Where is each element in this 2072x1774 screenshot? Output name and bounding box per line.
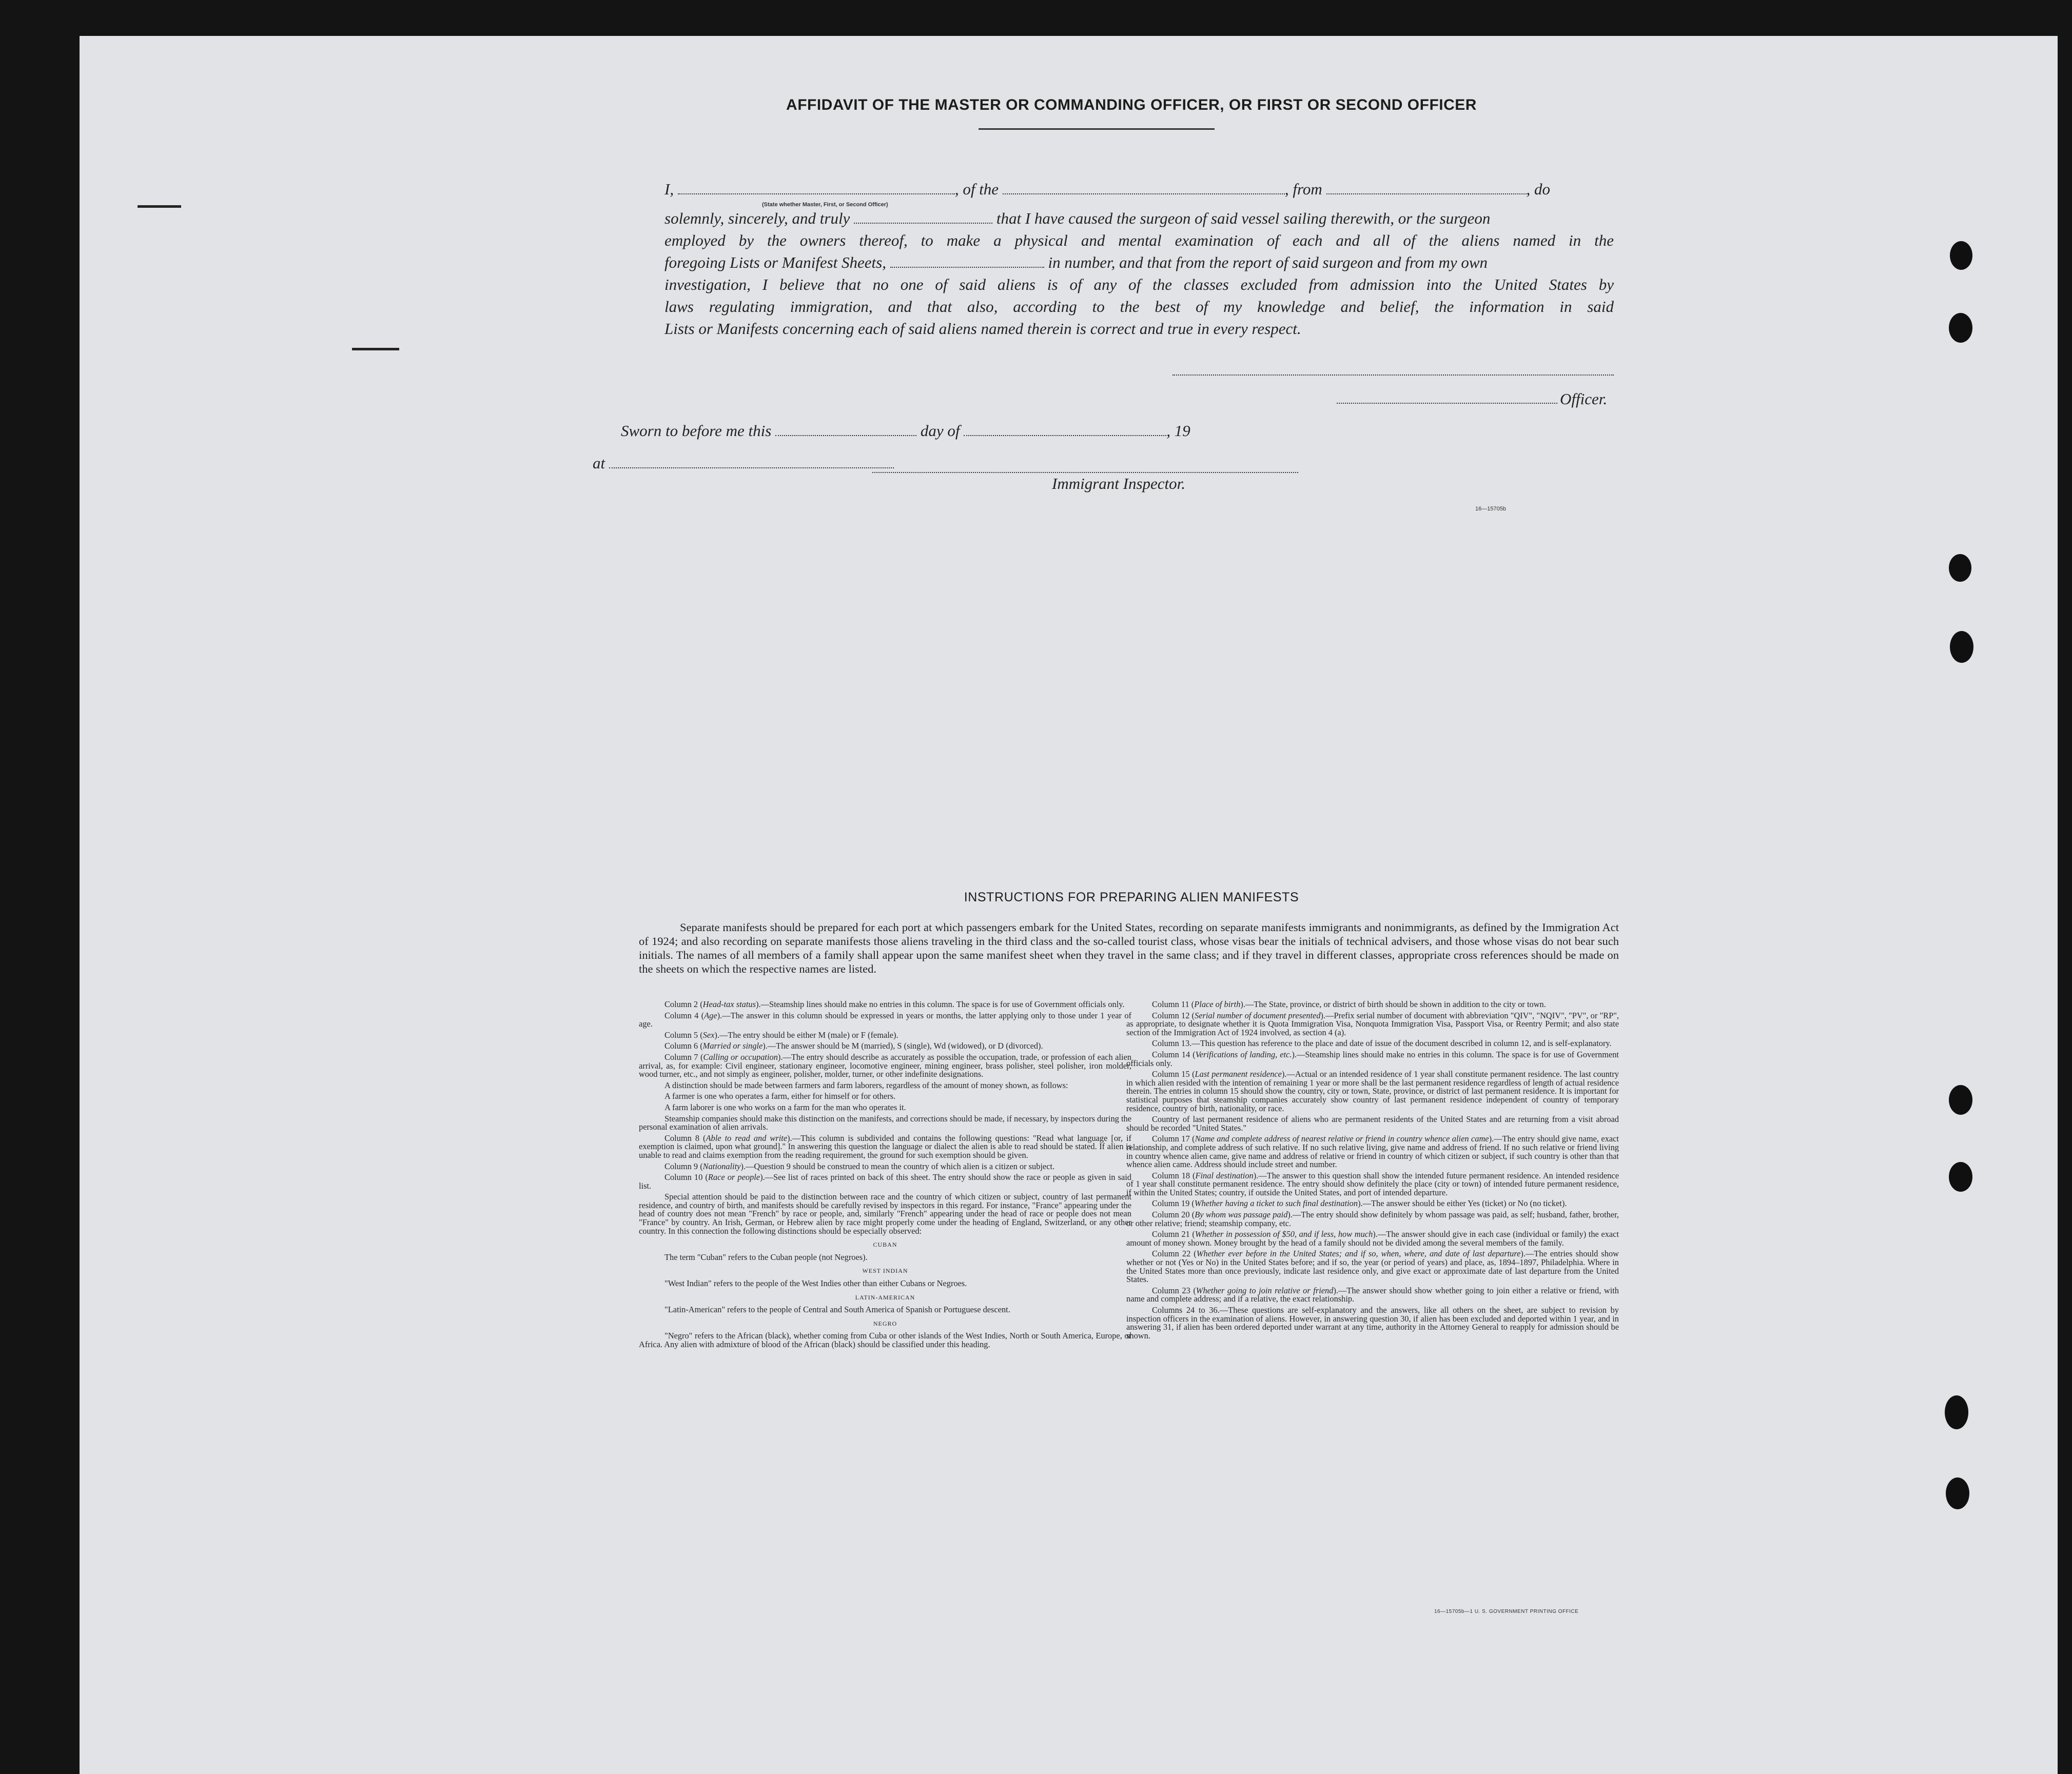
column-body: ).—The entry should describe as accurately as possible the occupation, trade, or profession of each alien arrival, as, for example: Civil engineer, stationary engineer, locomotive engineer, mining engineer, brass polisher, steel polisher, iron molder, wood turner, etc., and not simply as engineer, polisher, molder, turner, or other indefinite designations. xyxy=(639,1052,1132,1079)
column-lead: Column 19 ( xyxy=(1152,1198,1195,1209)
instruction-paragraph xyxy=(1126,1230,1619,1247)
column-body: ).—The entry should show definitely by whom passage was paid, as self; husband, father, brother, or other relative; friend; steamship company, etc. xyxy=(1126,1210,1619,1228)
margin-mark xyxy=(352,348,399,350)
sworn-place-field[interactable] xyxy=(609,454,894,468)
column-lead: Column 2 ( xyxy=(664,999,703,1009)
column-title: Place of birth xyxy=(1194,999,1241,1009)
column-lead: Column 23 ( xyxy=(1152,1285,1196,1295)
instruction-paragraph xyxy=(639,1279,1131,1288)
vessel-name-field[interactable] xyxy=(1003,180,1285,194)
column-body: —This question has reference to the place and date of issue of the document described in column 12, and is self-explanatory. xyxy=(1191,1038,1612,1049)
instruction-paragraph xyxy=(639,1332,1131,1349)
foregoing-text: foregoing Lists or Manifest Sheets, xyxy=(664,253,886,271)
column-title: Married or single xyxy=(702,1041,763,1051)
oath-field[interactable] xyxy=(854,209,992,224)
column-lead: Column 14 ( xyxy=(1152,1049,1196,1059)
column-title: Whether going to join relative or friend xyxy=(1196,1285,1334,1295)
column-body: "Negro" refers to the African (black), whether coming from Cuba or other islands of the West Indies, North or South America, Europe, or Africa. Any alien with admixture of blood of the African (black) should be classified under this heading. xyxy=(639,1331,1131,1349)
column-title: Serial number of document presented xyxy=(1195,1010,1321,1020)
instruction-paragraph xyxy=(1126,1070,1619,1113)
instruction-paragraph xyxy=(1126,1199,1619,1208)
column-body: A farmer is one who operates a farm, either for himself or for others. xyxy=(664,1091,896,1101)
affidavit-title: AFFIDAVIT OF THE MASTER OR COMMANDING OFFICER, OR FIRST OR SECOND OFFICER xyxy=(786,96,1477,113)
inspector-signature-line[interactable] xyxy=(872,472,1298,473)
column-body: ).—The answer in this column should be expressed in years or months, the latter applying only to those under 1 year of age. xyxy=(639,1010,1131,1029)
column-body: ).—See list of races printed on back of this sheet. The entry should show the race or people as given in said list. xyxy=(639,1172,1131,1191)
column-title: Last permanent residence xyxy=(1195,1069,1282,1079)
affidavit-line-2 xyxy=(664,208,1614,229)
column-lead: Column 6 ( xyxy=(664,1041,703,1051)
column-title: By whom was passage paid xyxy=(1195,1210,1288,1220)
do-label: , do xyxy=(1526,180,1550,198)
i-label: I, xyxy=(664,180,674,198)
binder-hole xyxy=(1945,1395,1968,1429)
column-body: ).—This column is subdivided and contains the following questions: "Read what language [or, if exemption is claimed, upon what ground]." In answering this question the language or dialect the alien is able to read should be stated. If alien is unable to read and claims exemption from the reading requirement, the ground for such exemption should be given. xyxy=(639,1133,1131,1160)
instruction-paragraph xyxy=(639,1306,1131,1314)
instruction-paragraph xyxy=(1126,1172,1619,1197)
column-body: ).—The answer should give in each case (individual or family) the exact amount of money shown. Money brought by the head of a family should not be divided among the several members of the family. xyxy=(1126,1229,1619,1248)
margin-mark xyxy=(138,205,181,208)
binder-hole xyxy=(1949,554,1971,582)
column-body: A distinction should be made between farmers and farm laborers, regardless of the amount of money shown, as follows: xyxy=(664,1080,1068,1090)
column-lead: Column 17 ( xyxy=(1152,1134,1195,1144)
column-body: ).—The State, province, or district of birth should be shown in addition to the city or town. xyxy=(1240,999,1546,1009)
column-lead: Column 15 ( xyxy=(1152,1069,1195,1079)
binder-hole xyxy=(1949,1085,1972,1115)
instruction-paragraph xyxy=(1126,1012,1619,1037)
instruction-paragraph xyxy=(639,1031,1131,1040)
instruction-paragraph xyxy=(639,1173,1131,1190)
form-number: 16—15705b xyxy=(1475,506,1506,512)
section-heading: NEGRO xyxy=(873,1319,897,1327)
at-label: at xyxy=(593,454,894,472)
instruction-paragraph xyxy=(1126,1250,1619,1284)
sheet-count-field[interactable] xyxy=(890,253,1044,268)
column-lead: Column 13. xyxy=(1152,1038,1192,1049)
affidavit-line-7: Lists or Manifests concerning each of said aliens named therein is correct and true in every respect. xyxy=(664,320,1301,338)
instruction-paragraph xyxy=(639,1053,1131,1079)
column-title: Age xyxy=(704,1010,717,1020)
affidavit-line-1 xyxy=(664,179,1614,200)
instruction-paragraph xyxy=(639,1162,1131,1171)
column-lead: Column 5 ( xyxy=(664,1030,703,1040)
from-port-field[interactable] xyxy=(1326,180,1527,194)
signature-line-2[interactable] xyxy=(1337,403,1557,404)
officer-rank-field[interactable] xyxy=(678,180,955,194)
column-body: ).—The entry should be either M (male) or F (female). xyxy=(714,1030,898,1040)
column-lead: Column 4 ( xyxy=(664,1010,705,1020)
instruction-paragraph xyxy=(639,1115,1131,1132)
column-body: ).—Steamship lines should make no entries in this column. The space is for use of Government officials only. xyxy=(756,999,1125,1009)
instruction-paragraph xyxy=(639,1012,1131,1029)
instruction-paragraph xyxy=(1126,1039,1619,1048)
affidavit-line-3: employed by the owners thereof, to make a physical and mental examination of each and all of the aliens named in the xyxy=(664,231,1614,249)
instruction-paragraph xyxy=(1126,1211,1619,1228)
section-heading: LATIN-AMERICAN xyxy=(855,1293,915,1301)
column-lead: Column 9 ( xyxy=(664,1161,703,1171)
from-label: , from xyxy=(1284,180,1322,198)
instruction-paragraph xyxy=(1126,1306,1619,1340)
column-lead: Column 10 ( xyxy=(664,1172,708,1182)
instructions-title: INSTRUCTIONS FOR PREPARING ALIEN MANIFESTS xyxy=(964,890,1299,904)
column-body: ).—The answer should show whether going to join either a relative or friend, with name and complete address; and if a relative, the exact relationship. xyxy=(1126,1285,1619,1304)
manifest-sheet xyxy=(80,36,2058,1774)
surgeon-text: that I have caused the surgeon of said vessel sailing therewith, or the surgeon xyxy=(996,209,1491,227)
column-body: Special attention should be paid to the distinction between race and the country of which citizen or subject, country of last permanent residence, and country of birth, and manifests should be carefully revised by inspectors in this regard. For instance, "France" appearing under the head of country does not mean "French" by race or people, and, similarly "French" appearing under the head of race or people does not mean "France" by country. An Irish, German, or Hebrew alien by race might properly come under the heading of England, Switzerland, or any other country. In this connection the following distinctions should be especially observed: xyxy=(639,1192,1131,1236)
column-title: Verifications of landing, etc. xyxy=(1195,1049,1292,1059)
instructions-right-column xyxy=(1126,1000,1619,1343)
column-title: Name and complete address of nearest relative or friend in country whence alien came xyxy=(1195,1134,1489,1144)
in-number-text: in number, and that from the report of said surgeon and from my own xyxy=(1048,253,1488,271)
instruction-paragraph xyxy=(639,1103,1131,1112)
officer-label: Officer. xyxy=(1560,390,1608,408)
solemnly-text: solemnly, sincerely, and truly xyxy=(664,209,850,227)
column-body: ).—The answer should be either Yes (ticket) or No (no ticket). xyxy=(1358,1198,1567,1209)
signature-line-1[interactable] xyxy=(1172,374,1614,376)
instruction-paragraph xyxy=(1126,1051,1619,1068)
binder-hole xyxy=(1946,1477,1969,1509)
column-title: Sex xyxy=(702,1030,715,1040)
affidavit-line-4 xyxy=(664,252,1614,273)
column-body: ).—The answer should be M (married), S (single), Wd (widowed), or D (divorced). xyxy=(763,1041,1043,1051)
column-title: Able to read and write xyxy=(706,1133,788,1143)
column-body: ).—Actual or an intended residence of 1 year shall constitute permanent residence. The last country in which alien resided with the intention of remaining 1 year or more shall be the last permanent residence regardless of length of actual residence therein. The entries in column 15 should show the country, city or town, State, province, or district of last permanent residence. It is important for statistical purposes that steamship companies accurately show country of last permanent residence independent of country of temporary residence, country of birth, nationality, or race. xyxy=(1126,1069,1619,1113)
column-lead: Column 8 ( xyxy=(664,1133,706,1143)
column-title: Final destination xyxy=(1195,1170,1254,1180)
column-title: Whether ever before in the United States; and if so, when, where, and date of last departure xyxy=(1196,1249,1521,1259)
column-lead: Column 20 ( xyxy=(1152,1210,1195,1220)
column-body: ).—The answer to this question shall show the intended future permanent residence. An intended residence of 1 year shall constitute permanent residence. The entry should show definitely the place (city or town) of intended future permanent residence, if within the United States; country, if outside the United States, and port of intended departure. xyxy=(1126,1170,1619,1197)
column-body: "West Indian" refers to the people of the West Indies other than either Cubans or Negroes. xyxy=(664,1278,967,1289)
sworn-day-field[interactable] xyxy=(775,422,916,436)
column-lead: Column 12 ( xyxy=(1152,1010,1195,1020)
affidavit-line-6: laws regulating immigration, and that also, according to the best of my knowledge and belief, the information in said xyxy=(664,298,1614,316)
officer-rank-hint: (State whether Master, First, or Second Officer) xyxy=(762,202,888,208)
binder-hole xyxy=(1950,241,1972,270)
instructions-intro: Separate manifests should be prepared for each port at which passengers embark for the United States, recording on separate manifests immigrants and nonimmigrants, as defined by the Immigration Act of 1924; and also recording on separate manifests those aliens traveling in the third class and the so-called tourist class, whose visas bear the initials of technical advisers, and those whose visas do not bear such initials. The names of all members of a family shall appear upon the same manifest sheet when they travel in the same class; and if they travel in different classes, appropriate cross references should be made on the sheets on which the respective names are listed. xyxy=(639,921,1619,975)
column-body: A farm laborer is one who works on a farm for the man who operates it. xyxy=(664,1102,906,1112)
instruction-paragraph xyxy=(1126,1115,1619,1132)
column-body: Country of last permanent residence of aliens who are permanent residents of the United States and are returning from a visit abroad should be recorded "United States." xyxy=(1126,1114,1619,1133)
column-lead: Column 7 ( xyxy=(664,1052,703,1062)
column-body: ).—The entry should give name, exact relationship, and complete address of such relative. If no such relative living, give name and address of friend. If no such relative or friend living in country whence alien came, give name and address of relative or friend in country of which citizen or subject, if such country is other than that whence alien came. Address should include street and number. xyxy=(1126,1134,1619,1170)
instruction-paragraph xyxy=(639,1134,1131,1160)
column-lead: Column 22 ( xyxy=(1152,1249,1197,1259)
instruction-paragraph xyxy=(1126,1135,1619,1169)
footer-print-code: 16—15705b—1 U. S. GOVERNMENT PRINTING OFFICE xyxy=(1434,1609,1579,1614)
instruction-paragraph xyxy=(639,1193,1131,1235)
instruction-paragraph xyxy=(639,1081,1131,1090)
column-body: ).—The entries should show whether or not (Yes or No) in the United States before; and if so, the year (or period of years) and place, as, 1894–1897, Philadelphia. Where in the United States more than once previously, indicate last residence only, and give exact or approximate date of last departure from the United States. xyxy=(1126,1249,1619,1285)
column-lead: Column 11 ( xyxy=(1152,999,1195,1009)
column-title: Nationality xyxy=(702,1161,741,1171)
instruction-paragraph xyxy=(1126,1287,1619,1304)
column-title: Calling or occupation xyxy=(703,1052,778,1062)
bleed-through xyxy=(1465,123,1476,159)
column-title: Head-tax status xyxy=(702,999,756,1009)
title-rule xyxy=(979,128,1215,130)
section-heading: WEST INDIAN xyxy=(862,1267,908,1275)
column-body: Steamship companies should make this distinction on the manifests, and corrections should be made, if necessary, by inspectors during the personal examination of alien arrivals. xyxy=(639,1113,1131,1132)
column-body: —These questions are self-explanatory and the answers, like all others on the sheet, are subject to revision by inspection officers in the examination of aliens. However, in answering question 30, if alien has been excluded and deported within 1 year, and in answering 31, if alien has been ordered deported under warrant at any time, authority in the Attorney General to reapply for admission should be shown. xyxy=(1126,1305,1619,1341)
instruction-paragraph xyxy=(639,1253,1131,1262)
column-body: ).—Question 9 should be construed to mean the country of which alien is a citizen or subject. xyxy=(740,1161,1055,1171)
column-title: Whether in possession of $50, and if less, how much xyxy=(1195,1229,1373,1239)
sworn-label: Sworn to before me this day of , 19 xyxy=(621,422,1190,440)
column-title: Whether having a ticket to such final destination xyxy=(1194,1198,1358,1209)
column-body: The term "Cuban" refers to the Cuban people (not Negroes). xyxy=(664,1252,868,1262)
instruction-paragraph xyxy=(639,1042,1131,1051)
column-body: "Latin-American" refers to the people of Central and South America of Spanish or Portuguese descent. xyxy=(664,1305,1010,1315)
sworn-month-field[interactable] xyxy=(964,422,1166,436)
of-the-label: , of the xyxy=(954,180,999,198)
instruction-paragraph xyxy=(639,1000,1131,1009)
column-lead: Column 21 ( xyxy=(1152,1229,1195,1239)
binder-hole xyxy=(1950,631,1973,663)
column-lead: Column 18 ( xyxy=(1152,1170,1196,1180)
binder-hole xyxy=(1949,313,1972,343)
instruction-paragraph xyxy=(1126,1000,1619,1009)
instructions-left-column xyxy=(639,1000,1131,1352)
column-body: ).—Prefix serial number of document with abbreviation "QIV", "NQIV", "PV", or "RP", as appropriate, to designate whether it is Quota Immigration Visa, Nonquota Immigration Visa, Passport Visa, or Reentry Permit; and also state section of the Immigration Act of 1924 involved, as section 4 (a). xyxy=(1126,1010,1619,1037)
instruction-paragraph xyxy=(639,1092,1131,1101)
column-body: ).—Steamship lines should make no entries in this column. The space is for use of Government officials only. xyxy=(1126,1049,1619,1068)
affidavit-line-5: investigation, I believe that no one of said aliens is of any of the classes excluded from admission into the United States by xyxy=(664,275,1614,293)
section-heading: CUBAN xyxy=(873,1241,897,1249)
column-lead: Columns 24 to 36. xyxy=(1152,1305,1220,1315)
inspector-label: Immigrant Inspector. xyxy=(1052,475,1186,492)
column-title: Race or people xyxy=(708,1172,760,1182)
binder-hole xyxy=(1949,1162,1972,1192)
